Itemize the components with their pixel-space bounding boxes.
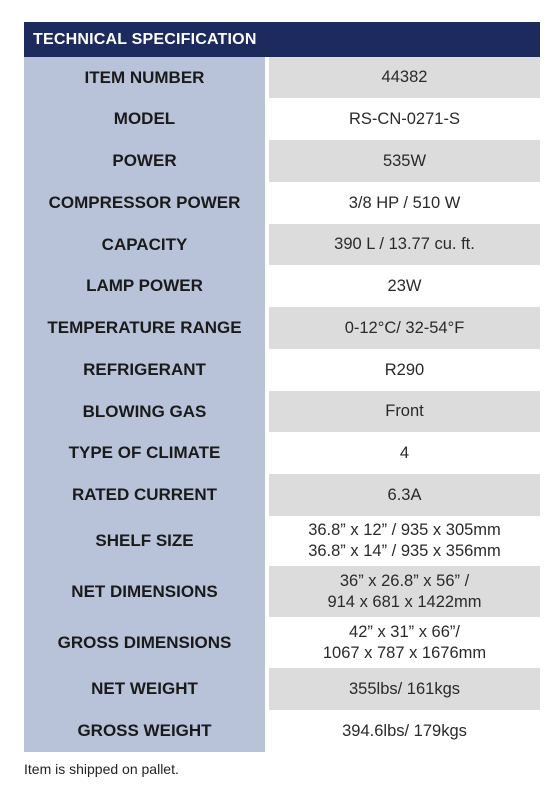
spec-value-line: 355lbs/ 161kgs — [349, 679, 460, 698]
spec-value — [269, 140, 540, 182]
spec-value-line: 36.8” x 14” / 935 x 356mm — [308, 542, 501, 560]
spec-value-line: 914 x 681 x 1422mm — [327, 592, 482, 611]
spec-label: POWER — [24, 140, 265, 182]
spec-label: CAPACITY — [24, 224, 265, 265]
spec-label: MODEL — [24, 98, 265, 140]
table-row — [24, 140, 540, 182]
spec-value — [269, 182, 540, 224]
spec-label: NET DIMENSIONS — [24, 566, 265, 617]
table-row — [24, 516, 540, 566]
spec-label: COMPRESSOR POWER — [24, 182, 265, 224]
spec-value — [269, 710, 540, 752]
table-row — [24, 57, 540, 98]
table-body — [24, 57, 540, 752]
spec-value-line: Front — [385, 402, 424, 420]
shipping-footnote: Item is shipped on pallet. — [24, 761, 179, 777]
technical-specification-table — [24, 22, 540, 752]
spec-value — [269, 224, 540, 265]
table-row — [24, 668, 540, 710]
spec-value-line: R290 — [384, 360, 425, 379]
spec-value — [269, 617, 540, 668]
spec-value-line: 0-12°C/ 32-54°F — [344, 318, 465, 337]
spec-label: GROSS WEIGHT — [24, 710, 265, 752]
spec-value — [269, 474, 540, 516]
spec-value-line: 36.8” x 12” / 935 x 305mm — [308, 521, 501, 539]
spec-value-line: 6.3A — [387, 485, 422, 504]
spec-value-line: 535W — [382, 151, 427, 170]
table-row — [24, 474, 540, 516]
spec-value-line: 44382 — [381, 68, 428, 86]
spec-value-line: 42” x 31” x 66”/ — [349, 622, 460, 641]
table-row — [24, 265, 540, 307]
spec-label: BLOWING GAS — [24, 391, 265, 432]
table-row — [24, 182, 540, 224]
table-row — [24, 224, 540, 265]
spec-value-line: 3/8 HP / 510 W — [348, 193, 461, 212]
spec-value — [269, 98, 540, 140]
spec-label: REFRIGERANT — [24, 349, 265, 391]
spec-value — [269, 668, 540, 710]
spec-label: TEMPERATURE RANGE — [24, 307, 265, 349]
table-row — [24, 98, 540, 140]
table-row — [24, 432, 540, 474]
table-row — [24, 307, 540, 349]
spec-value-line: 390 L / 13.77 cu. ft. — [334, 235, 475, 253]
spec-label: TYPE OF CLIMATE — [24, 432, 265, 474]
spec-value — [269, 432, 540, 474]
spec-value-line: 394.6lbs/ 179kgs — [342, 721, 467, 740]
spec-label: NET WEIGHT — [24, 668, 265, 710]
spec-value — [269, 307, 540, 349]
spec-label: LAMP POWER — [24, 265, 265, 307]
spec-label: SHELF SIZE — [24, 516, 265, 566]
table-row — [24, 566, 540, 617]
spec-value-line: 4 — [399, 443, 410, 462]
spec-label: GROSS DIMENSIONS — [24, 617, 265, 668]
spec-value — [269, 391, 540, 432]
table-row — [24, 391, 540, 432]
spec-label: ITEM NUMBER — [24, 57, 265, 98]
spec-label: RATED CURRENT — [24, 474, 265, 516]
table-row — [24, 349, 540, 391]
spec-value-line: RS-CN-0271-S — [349, 109, 460, 128]
spec-value — [269, 265, 540, 307]
table-row — [24, 617, 540, 668]
table-header — [24, 22, 540, 57]
spec-value — [269, 57, 540, 98]
spec-value-line: 1067 x 787 x 1676mm — [322, 643, 487, 662]
table-row — [24, 710, 540, 752]
table-title: TECHNICAL SPECIFICATION — [33, 30, 257, 48]
spec-value — [269, 349, 540, 391]
spec-value-line: 23W — [387, 276, 422, 295]
spec-value — [269, 516, 540, 566]
spec-value — [269, 566, 540, 617]
spec-value-line: 36” x 26.8” x 56” / — [339, 571, 470, 590]
